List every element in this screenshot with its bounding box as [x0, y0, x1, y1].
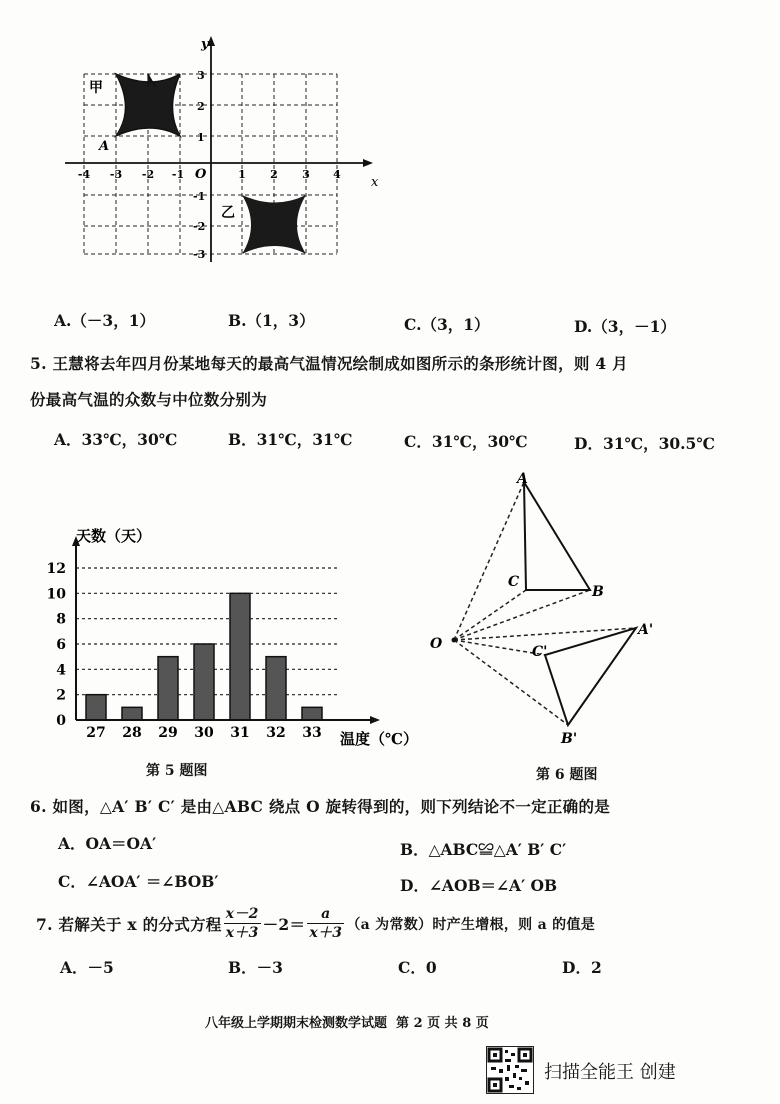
q6-option-c: C．∠AOA′ ＝∠BOB′: [58, 872, 219, 891]
label-a-prime: A': [638, 622, 654, 638]
q5-stem-line-1: 5. 王慧将去年四月份某地每天的最高气温情况绘制成如图所示的条形统计图，则 4 月: [30, 354, 628, 373]
rotation-figure: [420, 468, 670, 758]
q6-stem: 6. 如图，△A′ B′ C′ 是由△ABC 绕点 O 旋转得到的，则下列结论不一定正确的是: [30, 797, 611, 816]
y-tick-label: 3: [197, 69, 205, 82]
chart-bar: [122, 707, 142, 720]
q6-option-a: A．OA＝OA′: [58, 834, 157, 853]
chart-bar: [158, 657, 178, 720]
q4-option-a: A.（－3，1）: [54, 311, 155, 330]
shape-yi-label: 乙: [221, 205, 235, 221]
label-b-prime: B': [561, 731, 578, 747]
chart-x-tick-label: 33: [302, 725, 322, 741]
q4-option-c: C.（3，1）: [404, 315, 490, 334]
temperature-bar-chart: [40, 520, 440, 756]
chart-y-axis-label: 天数（天）: [76, 527, 152, 545]
shape-jia-label: 甲: [89, 80, 103, 96]
scanner-watermark: 扫描全能王 创建: [544, 1062, 676, 1083]
page-footer: 八年级上学期期末检测数学试题 第 2 页 共 8 页: [205, 1016, 489, 1031]
chart-y-tick-label: 2: [56, 687, 66, 704]
q7-stem-after: （a 为常数）时产生增根，则 a 的值是: [346, 916, 596, 933]
chart-x-tick-label: 28: [122, 725, 142, 741]
chart-x-tick-label: 31: [230, 725, 250, 741]
origin-label: O: [195, 167, 207, 182]
q7-fraction-1-denominator: x＋3: [225, 925, 259, 941]
q6-figure-caption: 第 6 题图: [536, 767, 598, 783]
q4-option-b: B.（1，3）: [228, 311, 315, 330]
label-o: O: [430, 636, 443, 652]
axes: [65, 36, 373, 262]
chart-bar: [86, 695, 106, 720]
chart-axes: [72, 536, 380, 724]
chart-bars: [86, 593, 322, 720]
chart-y-tick-label: 12: [46, 561, 66, 577]
chart-bar: [230, 593, 250, 720]
chart-x-tick-labels: [86, 725, 321, 741]
q5-stem-line-2: 份最高气温的众数与中位数分别为: [30, 390, 268, 409]
x-tick-label: 1: [238, 168, 246, 181]
x-tick-label: -4: [77, 168, 91, 181]
q6-option-b: B．△ABC≌△A′ B′ C′: [400, 840, 567, 859]
q7-stem-mid: －2＝: [262, 914, 306, 934]
q7-stem: [36, 905, 595, 942]
q5-option-a: A．33℃，30℃: [54, 430, 178, 449]
q5-option-b: B．31℃，31℃: [228, 430, 353, 449]
chart-x-axis-label: 温度（℃）: [340, 730, 418, 748]
x-tick-label: 2: [270, 168, 278, 181]
q7-fraction-2-denominator: x＋3: [309, 925, 343, 941]
x-tick-label: -1: [171, 168, 185, 181]
chart-y-tick-label: 0: [56, 713, 66, 729]
y-axis-label: y: [201, 37, 209, 52]
label-a: A: [517, 471, 528, 487]
q7-fraction-1-numerator: x－2: [225, 906, 259, 922]
q7-option-c: C．0: [398, 958, 437, 977]
q4-option-d: D.（3，－1）: [574, 317, 676, 336]
x-tick-label: 3: [302, 168, 310, 181]
chart-bar: [302, 707, 322, 720]
chart-bar: [194, 644, 214, 720]
q6-option-d: D．∠AOB＝∠A′ OB: [400, 876, 558, 895]
x-axis-label: x: [371, 175, 379, 190]
q7-option-a: A．－5: [60, 958, 114, 977]
chart-x-tick-label: 32: [266, 725, 286, 741]
chart-x-tick-label: 27: [86, 725, 106, 741]
y-tick-label: -3: [193, 248, 206, 261]
x-tick-labels: [78, 168, 341, 181]
chart-x-tick-label: 30: [194, 725, 214, 741]
coordinate-grid-figure: [55, 30, 395, 270]
y-tick-labels: [193, 69, 205, 261]
point-o: [452, 638, 457, 643]
q5-option-c: C．31℃，30℃: [404, 432, 528, 451]
q7-option-b: B．－3: [228, 958, 283, 977]
chart-y-tick-label: 4: [56, 662, 66, 679]
label-c: C: [508, 574, 520, 590]
x-tick-label: -3: [109, 168, 123, 181]
q7-option-d: D．2: [562, 958, 602, 977]
triangle-abc-prime: [545, 628, 636, 725]
y-tick-label: 2: [197, 100, 205, 113]
chart-y-tick-label: 10: [46, 586, 66, 603]
point-a-label: A: [99, 139, 110, 154]
q7-fraction-2: [307, 905, 344, 942]
q7-fraction-2-numerator: a: [307, 905, 344, 924]
chart-y-tick-labels: [47, 561, 67, 729]
y-tick-label: -2: [193, 220, 206, 233]
q5-option-d: D．31℃，30.5℃: [574, 434, 715, 453]
label-b: B: [592, 584, 604, 600]
label-c-prime: C': [532, 644, 548, 660]
y-tick-label: 1: [197, 131, 205, 144]
rotation-dashed-lines: [454, 482, 636, 725]
star-shape-yi: [242, 195, 306, 254]
chart-y-tick-label: 8: [56, 611, 66, 628]
x-tick-label: -2: [141, 168, 155, 181]
chart-x-tick-label: 29: [158, 725, 178, 741]
q7-stem-before: 7. 若解关于 x 的分式方程: [36, 914, 222, 934]
chart-y-tick-label: 6: [56, 637, 66, 653]
q7-fraction-1: [224, 905, 261, 942]
chart-bar: [266, 657, 286, 720]
x-tick-label: 4: [333, 168, 341, 181]
q5-figure-caption: 第 5 题图: [146, 763, 208, 779]
qr-code-icon: [486, 1046, 534, 1094]
y-tick-label: -1: [193, 190, 206, 203]
triangle-abc: [524, 482, 590, 590]
